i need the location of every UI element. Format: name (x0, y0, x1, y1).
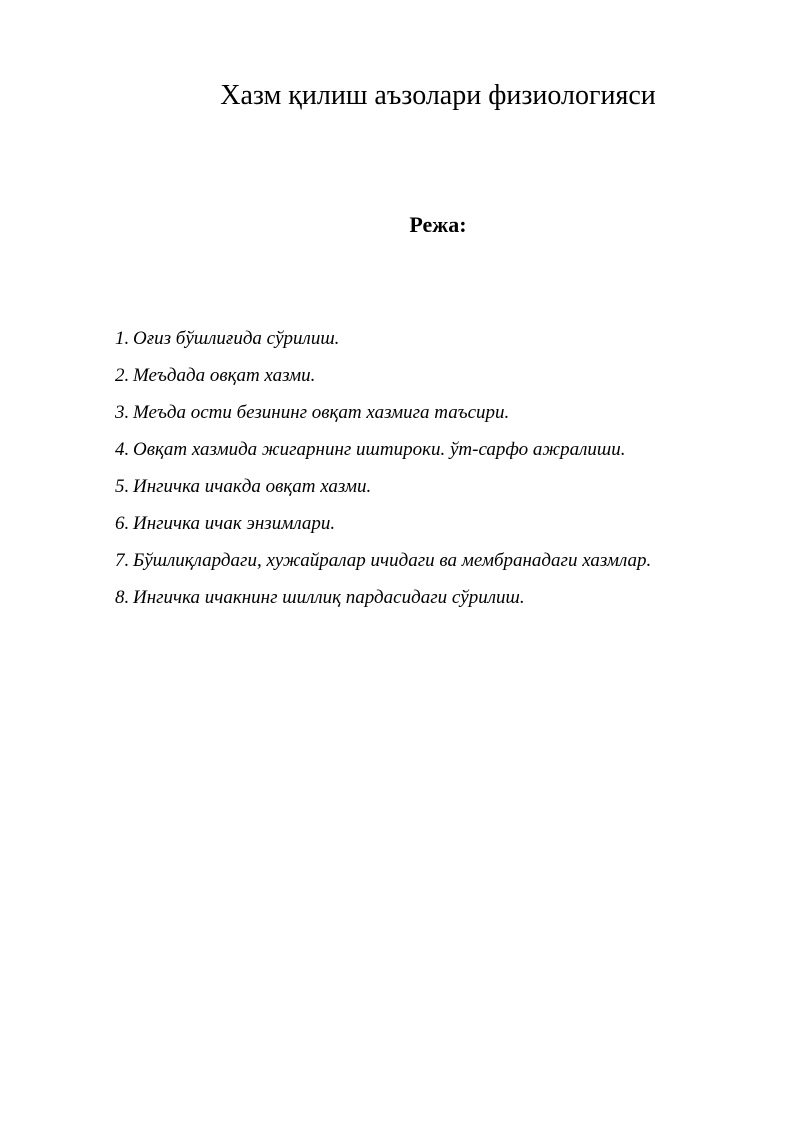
plan-item-6 (0, 509, 800, 546)
plan-item-7 (0, 546, 800, 583)
plan-item-text: Меъдада овқат хазми. (133, 365, 316, 386)
plan-item-number: 7. (115, 550, 130, 571)
plan-item-number: 2. (115, 365, 130, 386)
document-title: Хазм қилиш аъзолари физиологияси (220, 80, 656, 111)
plan-item-number: 4. (115, 439, 130, 460)
plan-item-number: 5. (115, 476, 130, 497)
plan-item-text: Ингичка ичак энзимлари. (133, 513, 336, 534)
plan-item-text: Оғиз бўшлиғида сўрилиш. (133, 328, 340, 349)
plan-item-text: Бўшлиқлардаги, хужайралар ичидаги ва мембранадаги хазмлар. (133, 550, 652, 571)
plan-item-8 (0, 583, 800, 620)
plan-item-1 (0, 324, 800, 361)
plan-item-5 (0, 472, 800, 509)
plan-item-text: Овқат хазмида жигарнинг иштироки. ўт-сарфо ажралиши. (133, 439, 626, 460)
plan-item-text: Меъда ости безининг овқат хазмига таъсири. (133, 402, 510, 423)
plan-item-text: Ингичка ичакда овқат хазми. (133, 476, 372, 497)
plan-list (0, 324, 800, 620)
plan-item-text: Ингичка ичакнинг шиллиқ пардасидаги сўрилиш. (133, 587, 525, 608)
plan-item-number: 8. (115, 587, 130, 608)
plan-item-number: 3. (115, 402, 130, 423)
plan-item-number: 1. (115, 328, 130, 349)
plan-heading: Режа: (409, 212, 467, 237)
plan-item-4 (0, 435, 800, 472)
plan-item-3 (0, 398, 800, 435)
plan-item-2 (0, 361, 800, 398)
plan-item-number: 6. (115, 513, 130, 534)
